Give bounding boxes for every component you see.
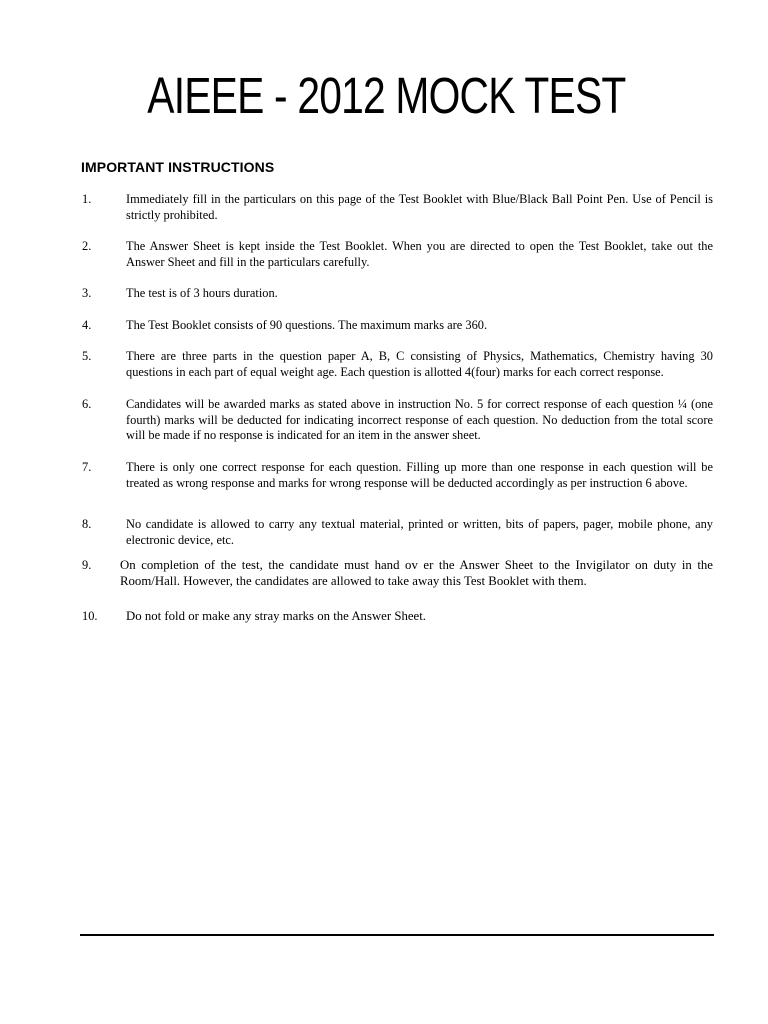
instruction-text: Candidates will be awarded marks as stated above in instruction No. 5 for correct response of each question ¼ (one fourth) marks will be deducted for indicating incorrect response of each question. No deduction from the total score will be made if no response is indicated for an item in the answer sheet. [126, 397, 713, 442]
instruction-text: There are three parts in the question paper A, B, C consisting of Physics, Mathematics, Chemistry having 30 questions in each part of equal weight age. Each question is allotted 4(four) marks for each correct response. [126, 349, 713, 379]
instruction-number: 5. [82, 349, 92, 363]
instruction-text: On completion of the test, the candidate must hand ov er the Answer Sheet to the Invigilator on duty in the Room/Hall. However, the candidates are allowed to take away this Test Booklet with them. [120, 558, 713, 588]
instruction-text: Immediately fill in the particulars on this page of the Test Booklet with Blue/Black Ball Point Pen. Use of Pencil is strictly prohibited. [126, 192, 713, 222]
instruction-text: Do not fold or make any stray marks on the Answer Sheet. [126, 609, 426, 623]
instruction-number: 6. [82, 397, 92, 411]
instruction-number: 10. [82, 609, 98, 623]
instruction-text: The test is of 3 hours duration. [126, 286, 278, 300]
instruction-number: 9. [82, 558, 92, 572]
footer-divider [80, 934, 714, 936]
instruction-number: 8. [82, 517, 92, 531]
instruction-number: 1. [82, 192, 92, 206]
instruction-number: 7. [82, 460, 92, 474]
instruction-text: The Test Booklet consists of 90 questions. The maximum marks are 360. [126, 318, 488, 332]
instruction-number: 2. [82, 239, 92, 253]
page-title: AIEEE - 2012 MOCK TEST [147, 67, 626, 124]
instruction-number: 4. [82, 318, 92, 332]
instructions-heading: IMPORTANT INSTRUCTIONS [81, 159, 275, 175]
instruction-text: The Answer Sheet is kept inside the Test Booklet. When you are directed to open the Test Booklet, take out the Answer Sheet and fill in the particulars carefully. [126, 239, 713, 269]
instruction-number: 3. [82, 286, 92, 300]
instruction-text: There is only one correct response for each question. Filling up more than one response in each question will be treated as wrong response and marks for wrong response will be deducted accordingly as per instruction 6 above. [126, 460, 713, 490]
instruction-text: No candidate is allowed to carry any textual material, printed or written, bits of papers, pager, mobile phone, any electronic device, etc. [126, 517, 713, 547]
